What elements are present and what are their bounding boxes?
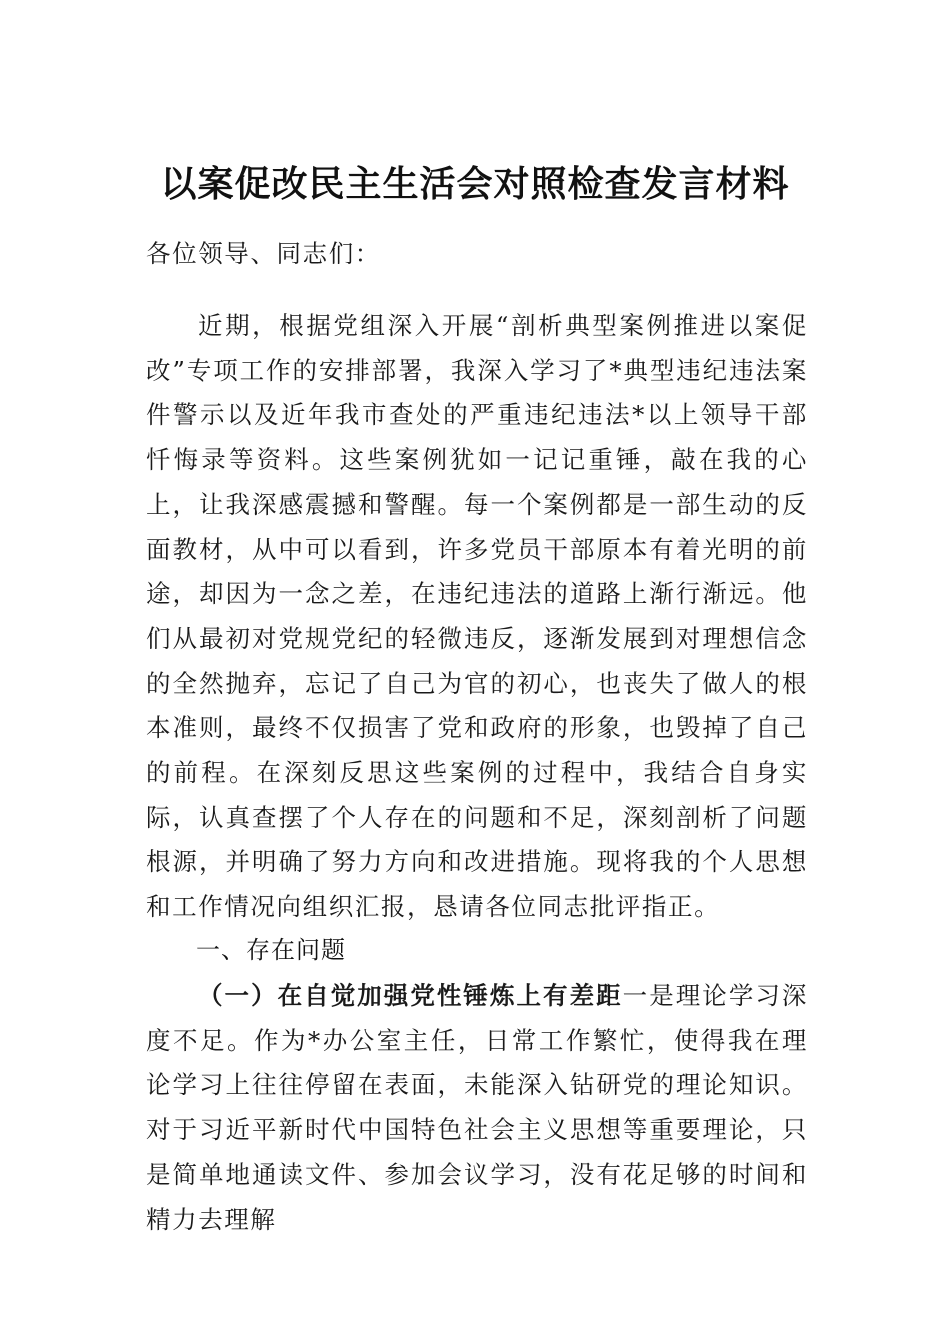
paragraph-intro: 近期，根据党组深入开展“剖析典型案例推进以案促改”专项工作的安排部署，我深入学习了*典型违纪违法案件警示以及近年我市查处的严重违纪违法*以上领导干部忏悔录等资料。这些案例犹如一记记重锤，敲在我的心上，让我深感震撼和警醒。每一个案例都是一部生动的反面教材，从中可以看到，许多党员干部原本有着光明的前途，却因为一念之差，在违纪违法的道路上渐行渐远。他们从最初对党规党纪的轻微违反，逐渐发展到对理想信念的全然抛弃，忘记了自己为官的初心，也丧失了做人的根本准则，最终不仅损害了党和政府的形象，也毁掉了自己的前程。在深刻反思这些案例的过程中，我结合自身实际，认真查摆了个人存在的问题和不足，深刻剖析了问题根源，并明确了努力方向和改进措施。现将我的个人思想和工作情况向组织汇报，恳请各位同志批评指正。 [146, 311, 808, 922]
paragraph-problem-1-lead: （一）在自觉加强党性锤炼上有差距 [198, 981, 623, 1010]
section-heading-problems: 一、存在问题 [196, 936, 346, 964]
salutation: 各位领导、同志们： [146, 239, 381, 268]
paragraph-problem-1-body: 一是理论学习深度不足。作为*办公室主任，日常工作繁忙，使得我在理论学习上往往停留在表面，未能深入钻研党的理论知识。对于习近平新时代中国特色社会主义思想等重要理论，只是简单地通读文件、参加会议学习，没有花足够的时间和精力去理解 [146, 981, 808, 1234]
document-title: 以案促改民主生活会对照检查发言材料 [160, 163, 790, 205]
paragraph-problem-1 [146, 974, 808, 1242]
